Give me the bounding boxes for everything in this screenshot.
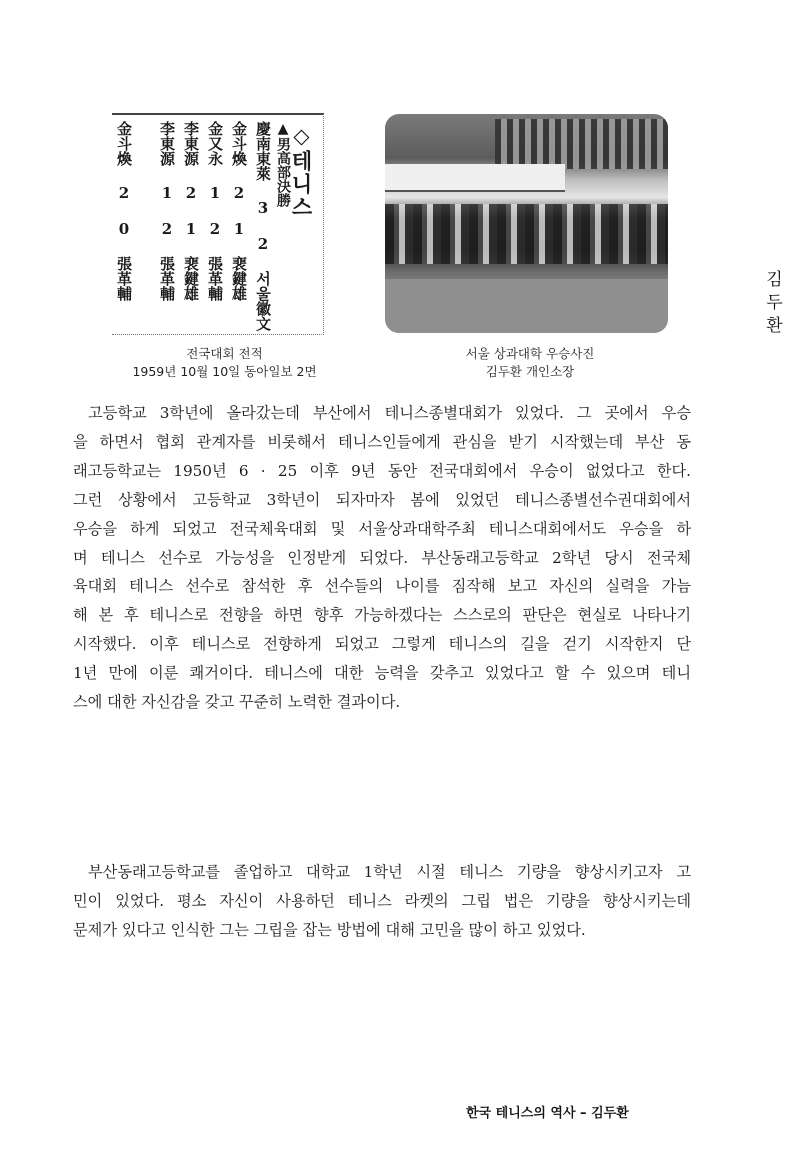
text-line: 을 하면서 협회 관계자를 비롯해서 테니스인들에게 관심을 받기 시작했는데 부산 동: [73, 432, 691, 451]
clipping-column: 金又永 1 2 張革輔: [206, 121, 224, 301]
clipping-subheader: ▲男高部決勝: [275, 121, 291, 207]
photo-caption-line: 서울 상과대학 우승사진: [465, 346, 595, 361]
clipping-rule: [112, 113, 167, 115]
clipping-column: 金斗煥 2 0 張革輔: [115, 121, 133, 301]
text-line: 육대회 테니스 선수로 참석한 후 선수들의 나이를 짐작해 보고 자신의 실력을 가늠: [73, 577, 691, 596]
clipping-column: 慶南東萊 3 2 서울徽文: [254, 121, 272, 331]
text-line: 민이 있었다. 평소 자신이 사용하던 테니스 라켓의 그립 법은 기량을 향상시키는데: [73, 891, 691, 910]
clipping-column: 金斗煥 2 1 裵鍵雄: [230, 121, 248, 301]
text-line: 스에 대한 자신감을 갖고 꾸준히 노력한 결과이다.: [73, 693, 401, 712]
text-line: 며 테니스 선수로 가능성을 인정받게 되었다. 부산동래고등학교 2학년 당시 전국체: [73, 548, 691, 567]
text-line: 그런 상황에서 고등학교 3학년이 되자마자 봄에 있었던 테니스종별선수권대회에서: [73, 490, 691, 509]
text-line: 시작했다. 이후 테니스로 전향하게 되었고 그렇게 테니스의 길을 걷기 시작한지 단: [73, 635, 691, 654]
photo-building: [495, 119, 668, 169]
clipping-caption-line: 1959년 10월 10일 동아일보 2면: [132, 364, 317, 379]
chapter-side-tab: 김두환: [762, 270, 782, 339]
newspaper-clipping: [112, 113, 324, 335]
clipping-header: ◇테니스: [289, 123, 314, 219]
text-line: 문제가 있다고 인식한 그는 그립을 잡는 방법에 대해 고민을 많이 하고 있었다.: [73, 920, 586, 939]
text-line: 1년 만에 이룬 쾌거이다. 테니스에 대한 능력을 갖추고 있었다고 할 수 있으며 테니: [73, 664, 691, 683]
text-line: 래고등학교는 1950년 6 · 25 이후 9년 동안 전국대회에서 우승이 없었다고 한다.: [73, 461, 691, 480]
body-paragraph-1: [73, 399, 691, 717]
clipping-caption-line: 전국대회 전적: [186, 346, 263, 361]
text-line: 우승을 하게 되었고 전국체육대회 및 서울상과대학주최 테니스대회에서도 우승을 하: [73, 519, 691, 538]
body-paragraph-2: [73, 858, 691, 945]
clipping-caption: [112, 345, 337, 381]
page-footer: 한국 테니스의 역사 – 김두환: [466, 1106, 629, 1121]
photo-caption: [430, 345, 630, 381]
clipping-column: 李東源 1 2 張革輔: [158, 121, 176, 301]
text-line: 고등학교 3학년에 올라갔는데 부산에서 테니스종별대회가 있었다. 그 곳에서 우승: [88, 404, 691, 422]
photo-ground: [385, 279, 668, 333]
photo-tent: [385, 164, 565, 192]
championship-photo: [385, 114, 668, 333]
photo-crowd: [385, 204, 668, 264]
clipping-column: 李東源 2 1 裵鍵雄: [182, 121, 200, 301]
photo-caption-line: 김두환 개인소장: [485, 364, 575, 379]
text-line: 부산동래고등학교를 졸업하고 대학교 1학년 시절 테니스 기량을 향상시키고자 고: [88, 863, 691, 881]
text-line: 해 본 후 테니스로 전향을 하면 향후 가능하겠다는 스스로의 판단은 현실로 나타나기: [73, 606, 691, 625]
